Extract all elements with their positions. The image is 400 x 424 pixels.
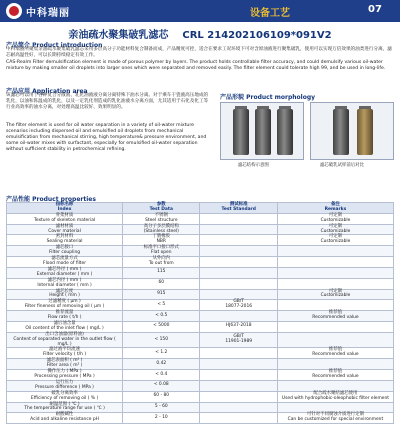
cartridge-icon — [255, 109, 271, 155]
table-cell: 推荐值 Recommended value — [277, 311, 393, 322]
table-cell: GB/T 11901-1989 — [200, 332, 277, 348]
table-cell: 滤芯流量方式 Flood mode of filter — [7, 257, 123, 268]
column-header: 备注 Remarks — [277, 203, 393, 214]
table-cell: 915 — [123, 289, 200, 300]
table-cell: 不锈钢 Steel structure — [123, 213, 200, 224]
table-cell — [277, 257, 393, 268]
table-row — [7, 267, 394, 278]
table-cell: 可定制 Customizable — [277, 213, 393, 224]
table-cell — [200, 370, 277, 381]
product-name: 亲油疏水聚集破乳滤芯 — [68, 30, 169, 41]
table-row — [7, 213, 394, 224]
table-cell: 2 - 10 — [123, 413, 200, 424]
table-cell — [200, 213, 277, 224]
table-cell: HJ637-2018 — [200, 321, 277, 332]
table-cell: 耐温范围 ( ℃ ) The temperature range for use ( ℃ ) — [7, 402, 123, 413]
brand-name: 中科瑞丽 — [26, 8, 70, 19]
application-heading: 产品应用 Application area — [6, 88, 88, 95]
column-header: 测试标准 Test Standard — [200, 203, 277, 214]
table-cell: 滤芯内径 ( mm ) Internal diameter ( mm ) — [7, 278, 123, 289]
table-cell: < 1.2 — [123, 348, 200, 359]
demulsify-comparison-image — [310, 102, 394, 160]
table-cell: 5 - 60 — [123, 402, 200, 413]
table-cell: 推荐流量 Flow rate ( t/h ) — [7, 311, 123, 322]
table-cell: < 0.5 — [123, 311, 200, 322]
filter-structure-image — [220, 102, 304, 160]
section-title: 设备工艺 — [250, 8, 290, 19]
table-cell — [200, 359, 277, 370]
intro-heading: 产品简介 Product introduction — [6, 42, 103, 49]
table-cell — [200, 224, 277, 235]
table-cell: < 0.4 — [123, 370, 200, 381]
table-row — [7, 391, 394, 402]
table-cell — [277, 300, 393, 311]
table-cell: 高分子多层膜结构 (Stainless steel) — [123, 224, 200, 235]
table-row — [7, 413, 394, 424]
table-cell — [277, 278, 393, 289]
table-cell: 滤材材质 Cover material — [7, 224, 123, 235]
table-row — [7, 359, 394, 370]
table-cell: 推荐值 Recommended value — [277, 348, 393, 359]
table-header-row — [7, 203, 394, 214]
table-cell — [200, 391, 277, 402]
document-title — [0, 26, 400, 41]
table-cell: < 5 — [123, 300, 200, 311]
table-cell: 运行压力 Pressure difference ( MPa ) — [7, 380, 123, 391]
table-cell — [277, 321, 393, 332]
table-row — [7, 300, 394, 311]
table-cell: 密封材料 Sealing material — [7, 235, 123, 246]
table-cell — [277, 267, 393, 278]
table-row — [7, 246, 394, 257]
table-cell: 60 — [123, 278, 200, 289]
cartridge-icon — [233, 109, 249, 155]
table-cell — [200, 380, 277, 391]
table-cell — [200, 257, 277, 268]
table-cell: 滤芯接口 Filter coupling — [7, 246, 123, 257]
table-cell — [200, 311, 277, 322]
table-cell: 出口含油量(原料油) Content of separated water in the outlet flow ( mg/L ) — [7, 332, 123, 348]
table-cell: 推荐值 Recommended value — [277, 370, 393, 381]
column-header: 参数 Test Data — [123, 203, 200, 214]
table-cell: 操作压力 ( MPa ) Processing pressure ( MPa ) — [7, 370, 123, 381]
table-cell: 破乳分离效率 Efficiency of removing oil ( % ) — [7, 391, 123, 402]
table-cell — [277, 246, 393, 257]
table-cell: GB/T 18077-2016 — [200, 300, 277, 311]
table-cell: 60 - 80 — [123, 391, 200, 402]
header-bar — [0, 0, 400, 22]
table-cell: < 0.08 — [123, 380, 200, 391]
product-morphology — [220, 92, 394, 168]
table-cell: 可定制 Customizable — [277, 235, 393, 246]
table-cell — [200, 246, 277, 257]
table-cell: 可定制 Customizable — [277, 224, 393, 235]
table-cell: 滤芯表面积 ( m² ) Filter area ( m² ) — [7, 359, 123, 370]
table-cell: < 5000 — [123, 321, 200, 332]
caption-left: 滤芯结构示意图 — [238, 163, 269, 168]
table-cell: 滤芯外径 ( mm ) External diameter ( mm ) — [7, 267, 123, 278]
table-cell — [200, 402, 277, 413]
properties-table — [6, 202, 394, 424]
table-cell — [200, 278, 277, 289]
table-cell: 115 — [123, 267, 200, 278]
table-cell: 滤后油含量 Oil content of the inlet flow ( mg/L ) — [7, 321, 123, 332]
table-row — [7, 311, 394, 322]
table-cell — [200, 235, 277, 246]
table-cell: 过滤精度 ( μm ) Filter fineness of removing oil ( μm ) — [7, 300, 123, 311]
table-row — [7, 278, 394, 289]
table-cell: 骨架材质 Texture of skeleton material — [7, 213, 123, 224]
table-cell: 配合疏水聚结滤芯使用 Used with hydrophobic-oleophobic filter element — [277, 391, 393, 402]
table-cell — [277, 332, 393, 348]
table-cell — [277, 359, 393, 370]
properties-heading: 产品性能 Product properties — [6, 196, 96, 203]
page-number: 07 — [368, 4, 382, 15]
table-cell: 0.42 — [123, 359, 200, 370]
table-cell: 丁腈橡胶 NBR — [123, 235, 200, 246]
table-cell: 可定制 Customizable — [277, 289, 393, 300]
table-cell: 滤过液平均流速 Filter velocity ( t/h ) — [7, 348, 123, 359]
intro-text-cn: 中科瑞丽所聚集亲油疏水聚集破乳滤芯采用多层高分子功能材料复合制备而成，产品精度可控，适合在要求工况环境下可对含原油液进行聚集破乳，使用可以实现万倍效果的油类进行分离，滤芯耐高温性好，可以长期持续稳定有效工作。 — [6, 47, 392, 58]
company-logo-icon — [6, 3, 22, 19]
table-cell — [277, 380, 393, 391]
table-cell — [200, 267, 277, 278]
table-cell: < 150 — [123, 332, 200, 348]
application-text-en: The filter element is used for oil water separation in a variety of oil-water mixture scenarios including dispersed oil and emulsified oil droplets from mechanical emulsification from mechanical stirring, high temperature& pressure environment, and some oil-water mixes with surfactant, especially for emulsified oil-water separation without sufficient stability in petrochemical refining. — [6, 123, 207, 152]
table-cell: 滤芯长度 Height ( mm ) — [7, 289, 123, 300]
product-model: CRL 214202106109*091V2 — [182, 30, 332, 41]
application-text-cn: 该滤芯可以用于各种复合分散液、乳化油液液分离分离特殊下油水分离。对于乘车干瓷液高压地成的乳化，以油和阵温成的乳化，以及一定乳化剂造成的乳化油液水分离方面，尤其适用于石化及化工等行业高效率的油水分离，对处理高温比较好、效果明显的。 — [6, 93, 209, 110]
intro-text-en: CAS-Realm Filter demulsification element is made of porous polymer by layers. The product holds controllable filter accuracy, and could demulsify various oil-water mixture by making smaller oil droplets into larger ones which were separated and removed easily. The filter element could tolerate high 99, and be used in long-life. — [6, 60, 386, 71]
cartridge-used-icon — [357, 109, 373, 155]
morphology-heading: 产品形貌 Product morphology — [220, 94, 316, 101]
table-row — [7, 321, 394, 332]
table-row — [7, 380, 394, 391]
table-row — [7, 257, 394, 268]
table-cell: 耐酸碱性 Acid and alkaline resistance pH — [7, 413, 123, 424]
table-row — [7, 370, 394, 381]
table-row — [7, 332, 394, 348]
table-cell: 标准平口接口形式 Flat open — [123, 246, 200, 257]
cartridge-icon — [333, 109, 349, 155]
table-cell: 可针对不同腐蚀介质进行定制 Can be customized for special environment — [277, 413, 393, 424]
column-header: 指标名称 Index — [7, 203, 123, 214]
caption-right: 滤芯破乳试样前后对比 — [320, 163, 364, 168]
table-cell: 从外向内 To out from — [123, 257, 200, 268]
cartridge-icon — [277, 109, 293, 155]
table-cell — [200, 348, 277, 359]
table-cell — [200, 413, 277, 424]
